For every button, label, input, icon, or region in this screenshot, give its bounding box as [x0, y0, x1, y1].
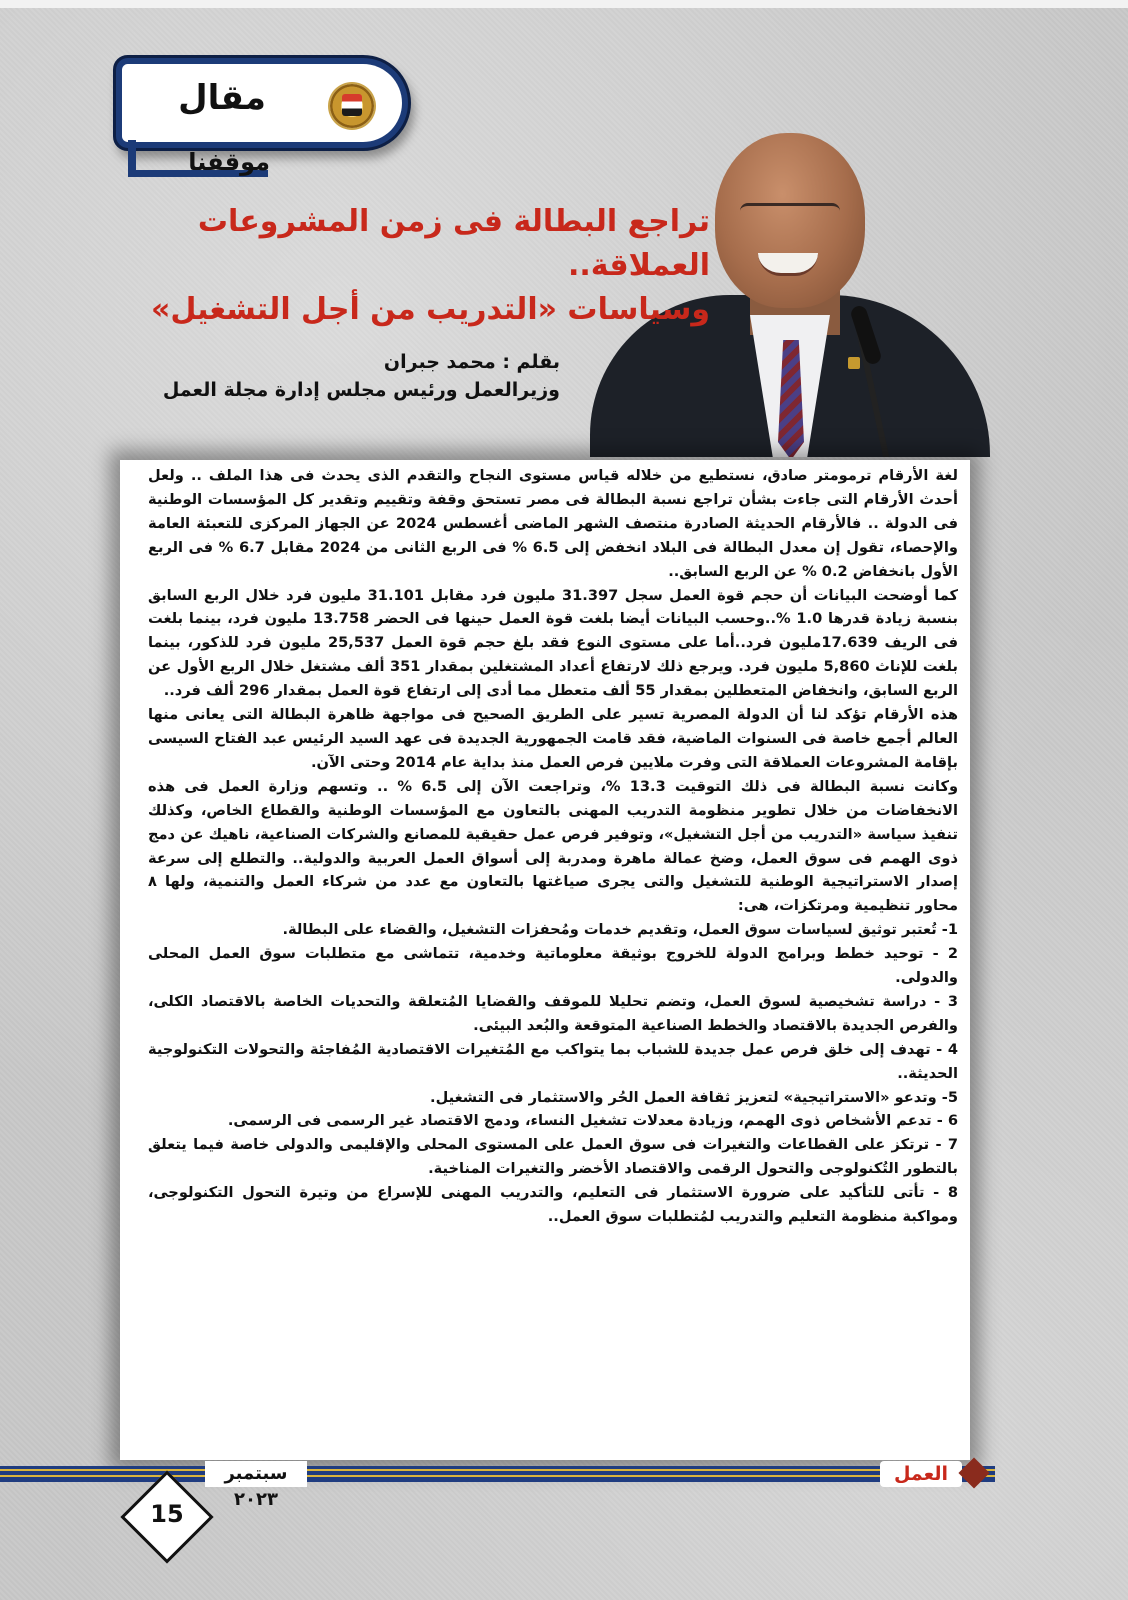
list-item: 5- وتدعو «الاستراتيجية» لتعزيز ثقافة العمل الحُر والاستثمار فى التشغيل. — [430, 1088, 958, 1106]
footer-brand-text: العمل — [893, 1463, 949, 1485]
top-strip — [0, 0, 1128, 8]
column-name: موقفنا — [188, 148, 270, 176]
section-label: مقال — [178, 78, 266, 118]
body-paragraph: وكانت نسبة البطالة فى ذلك التوقيت 13.3 %، وتراجعت الآن إلى 6.5 % .. وتسهم وزارة العمل فى هذه الانخفاضات من خلال تطوير منظومة التدريب المهنى بالتعاون مع المؤسسات الوطنية والقطاع الخاص، وكذلك تنفيذ سياسة «التدريب من أجل التشغيل»، وتوفير فرص عمل حقيقية للمصانع والشركات الصناعية، ناهيك عن دمج ذوى الهمم فى سوق العمل، وضخ عمالة ماهرة ومدربة إلى أسواق العمل العربية والدولية.. والتطلع إلى سرعة إصدار الاستراتيجية الوطنية للتشغيل والتى يجرى صياغتها بالتعاون مع عدد من شركاء العمل والتنمية، ولها ٨ محاور تنظيمية ومرتكزات، هى: — [148, 777, 958, 915]
footer-brand — [880, 1461, 962, 1487]
list-item: 7 - ترتكز على القطاعات والتغيرات فى سوق العمل على المستوى المحلى والإقليمى والدولى خاصة فيما يتعلق بالتطور التُكنولوجى والتحول الرقمى والاقتصاد الأخضر والتغيرات المناخية. — [148, 1136, 958, 1178]
list-item: 1- تُعتبر توثيق لسياسات سوق العمل، وتقديم خدمات ومُحفزات التشغيل، والقضاء على البطالة. — [282, 921, 958, 939]
list-item: 6 - تدعم الأشخاص ذوى الهمم، وزيادة معدلات تشغيل النساء، ودمج الاقتصاد غير الرسمى فى الرسمى. — [227, 1112, 958, 1130]
body-paragraph: لغة الأرقام ترمومتر صادق، نستطيع من خلاله قياس مستوى النجاح والتقدم الذى يحدث فى هذا الملف .. ولعل أحدث الأرقام التى جاءت بشأن تراجع نسبة البطالة فى مصر تستحق وقفة وتقييم وتقدير كل المؤسسات الوطنية فى الدولة .. فالأرقام الحديثة الصادرة منتصف الشهر الماضى أغسطس 2024 عن الجهاز المركزى للتعبئة العامة والإحصاء، تقول إن معدل البطالة فى البلاد انخفض إلى 6.5 % فى الربع الثانى من 2024 مقابل 6.7 % فى الربع الأول بانخفاض 0.2 % عن الربع السابق.. — [148, 467, 958, 580]
diamond-icon — [958, 1457, 989, 1488]
page-number: 15 — [150, 1500, 184, 1528]
footer-date: سبتمبر ٢٠٢٣ — [205, 1461, 307, 1487]
byline-author: بقلم : محمد جبران — [383, 351, 560, 373]
article-headline — [120, 200, 710, 332]
list-item: 2 - توحيد خطط وبرامج الدولة للخروج بوثيقة معلوماتية وخدمية، تتماشى مع متطلبات سوق العمل المحلى والدولى. — [148, 945, 958, 987]
headline-line-1: تراجع البطالة فى زمن المشروعات العملاقة.. — [197, 204, 710, 283]
body-paragraph: كما أوضحت البيانات أن حجم قوة العمل سجل 31.397 مليون فرد مقابل 31.101 مليون فرد خلال الربع السابق بنسبة زيادة قدرها 1.0 %..وحسب البيانات أيضا بلغت قوة العمل حينها فى الحضر 13.758 مليون فرد، بينما بلغت فى الريف 17.639مليون فرد..أما على مستوى النوع فقد بلغ حجم قوة العمل 25,537 مليون فرد للذكور، بينما بلغت للإناث 5,860 مليون فرد. ويرجع ذلك لارتفاع أعداد المشتغلين بمقدار 351 ألف مشتغل خلال الربع الأول عن الربع السابق، وانخفاض المتعطلين بمقدار 55 ألف متعطل مما أدى إلى ارتفاع قوة العمل بمقدار 296 ألف فرد.. — [148, 586, 958, 700]
list-item: 8 - تأتى للتأكيد على ضرورة الاستثمار فى التعليم، والتدريب المهنى للإسراع من وتيرة التحول التكنولوجى، ومواكبة منظومة التعليم والتدريب لمُتطلبات سوق العمل.. — [148, 1184, 958, 1226]
body-paragraph: هذه الأرقام تؤكد لنا أن الدولة المصرية تسير على الطريق الصحيح فى مواجهة ظاهرة البطالة التى يعانى منها العالم أجمع خاصة فى السنوات الماضية، فقد قامت الجمهورية الجديدة فى عهد السيد الرئيس عبد الفتاح السيسى بإقامة المشروعات العملاقة التى وفرت ملايين فرص العمل منذ بداية عام 2014 وحتى الآن. — [148, 706, 958, 771]
byline-role: وزيرالعمل ورئيس مجلس إدارة مجلة العمل — [162, 379, 560, 401]
byline — [160, 348, 560, 404]
footer-bar — [0, 1466, 995, 1482]
list-item: 3 - دراسة تشخيصية لسوق العمل، وتضم تحليلا للموقف والقضايا المُتعلقة والتحديات الخاصة بالاقتصاد الكلى، والفرص الجديدة بالاقتصاد والخطط الصناعية المتوقعة والبُعد البيئى. — [148, 992, 958, 1034]
list-item: 4 - تهدف إلى خلق فرص عمل جديدة للشباب بما يتواكب مع المُتغيرات الاقتصادية المُفاجئة والتحولات التكنولوجية الحديثة.. — [148, 1040, 958, 1082]
egypt-eagle-emblem-icon — [330, 84, 374, 128]
article-body — [148, 464, 958, 1454]
headline-line-2: وسياسات «التدريب من أجل التشغيل» — [150, 292, 710, 327]
